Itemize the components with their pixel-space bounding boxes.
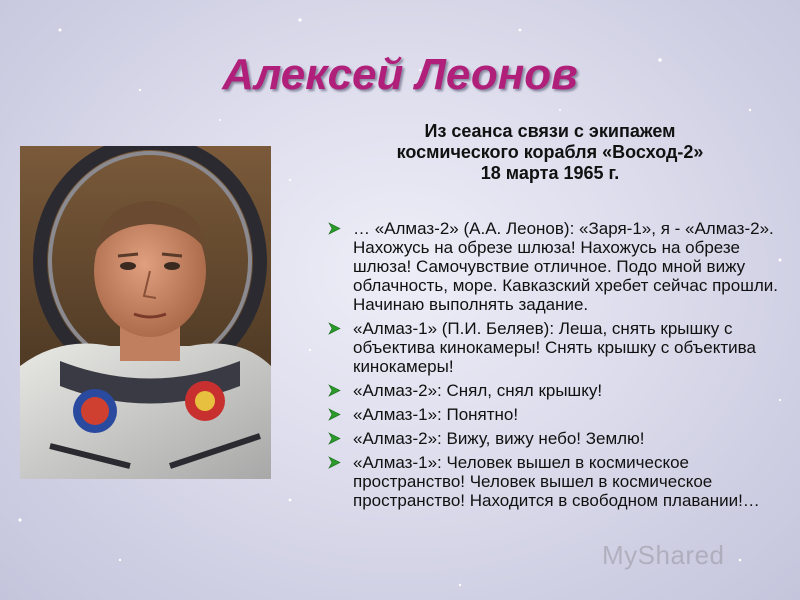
list-item: [328, 219, 778, 314]
list-item-text: «Алмаз-1»: Человек вышел в космическое пространство! Человек вышел в космическое пространство! Находится в свободном плавании!…: [353, 453, 760, 510]
watermark: MyShared: [602, 540, 725, 570]
slide-title: Алексей Леонов: [222, 50, 578, 99]
transcript-heading: [330, 121, 770, 184]
list-item-text: «Алмаз-2»: Снял, снял крышку!: [353, 381, 603, 400]
arrow-bullet-icon: [328, 222, 341, 235]
heading-line-3: 18 марта 1965 г.: [480, 163, 620, 183]
list-item: [328, 429, 778, 448]
list-item-text: «Алмаз-2»: Вижу, вижу небо! Землю!: [353, 429, 645, 448]
cosmonaut-portrait: [20, 146, 271, 479]
arrow-bullet-icon: [328, 384, 341, 397]
arrow-bullet-icon: [328, 408, 341, 421]
list-item: [328, 319, 778, 376]
arrow-bullet-icon: [328, 456, 341, 469]
transcript-list: [328, 219, 778, 515]
list-item: [328, 405, 778, 424]
arrow-bullet-icon: [328, 432, 341, 445]
list-item-text: «Алмаз-1» (П.И. Беляев): Леша, снять крышку с объектива кинокамеры! Снять крышку с объектива кинокамеры!: [353, 319, 756, 376]
heading-line-1: Из сеанса связи с экипажем: [424, 121, 676, 141]
list-item: [328, 453, 778, 510]
arrow-bullet-icon: [328, 322, 341, 335]
heading-line-2: космического корабля «Восход-2»: [396, 142, 704, 162]
list-item-text: … «Алмаз-2» (А.А. Леонов): «Заря-1», я - «Алмаз-2». Нахожусь на обрезе шлюза! Нахожусь на обрезе шлюза! Самочувствие отличное. Подо мной вижу облачность, море. Кавказский хребет сейчас прошли. Начинаю выполнять задание.: [353, 219, 778, 314]
list-item-text: «Алмаз-1»: Понятно!: [353, 405, 519, 424]
list-item: [328, 381, 778, 400]
